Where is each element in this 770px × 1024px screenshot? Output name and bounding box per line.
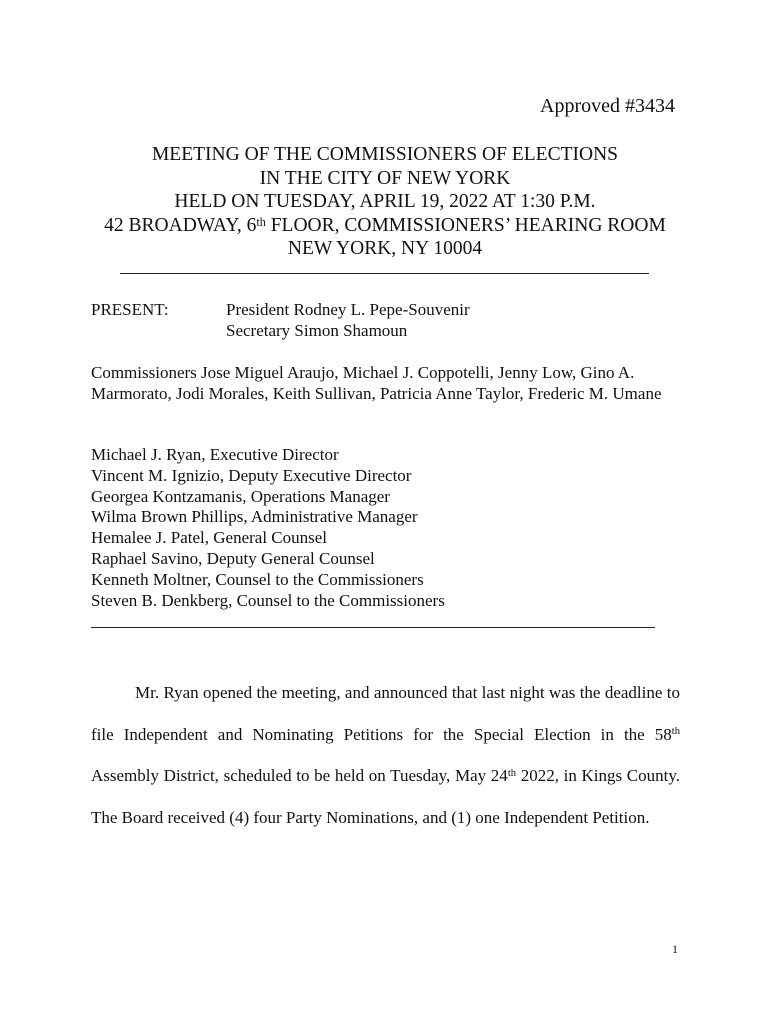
present-officers bbox=[226, 299, 470, 341]
paragraph-text-3: 2022, in Kings County. The Board received (4) four Party Nominations, and (1) one Independent Petition. bbox=[91, 766, 681, 827]
header-line-1: MEETING OF THE COMMISSIONERS OF ELECTIONS bbox=[151, 144, 619, 165]
staff-member: Steven B. Denkberg, Counsel to the Commissioners bbox=[91, 590, 445, 610]
header-line-2: IN THE CITY OF NEW YORK bbox=[259, 167, 511, 189]
staff-member: Vincent M. Ignizio, Deputy Executive Director bbox=[91, 465, 412, 485]
ordinal-suffix: th bbox=[671, 726, 680, 738]
page-number: 1 bbox=[672, 942, 678, 956]
approval-number: Approved #3434 bbox=[540, 95, 675, 117]
present-officer: President Rodney L. Pepe-Souvenir bbox=[226, 300, 470, 319]
header-line-5: NEW YORK, NY 10004 bbox=[287, 238, 483, 259]
commissioners-list: Commissioners Jose Miguel Araujo, Michael J. Coppotelli, Jenny Low, Gino A. Marmorato, Jodi Morales, Keith Sullivan, Patricia Anne Taylor, Frederic M. Umane bbox=[91, 363, 662, 403]
header-line-4-end: FLOOR, COMMISSIONERS’ HEARING ROOM bbox=[265, 214, 666, 236]
staff-member: Michael J. Ryan, Executive Director bbox=[91, 445, 339, 464]
staff-member: Wilma Brown Phillips, Administrative Manager bbox=[91, 507, 418, 527]
paragraph-text-2: Assembly District, scheduled to be held on Tuesday, May 24 bbox=[91, 766, 508, 785]
meeting-header bbox=[60, 143, 710, 261]
header-line-4-ordinal: th bbox=[256, 215, 266, 230]
header-divider bbox=[120, 273, 649, 274]
paragraph-text-1: Mr. Ryan opened the meeting, and announced that last night was the deadline to file Independent and Nominating Petitions for the Special Election in the 58 bbox=[91, 683, 680, 744]
header-line-3: HELD ON TUESDAY, APRIL 19, 2022 AT 1:30 P.M. bbox=[174, 191, 596, 212]
staff-member: Hemalee J. Patel, General Counsel bbox=[91, 528, 328, 548]
opening-paragraph bbox=[91, 672, 680, 838]
header-line-4-start: 42 BROADWAY, 6 bbox=[104, 214, 257, 236]
attendees-divider bbox=[91, 627, 655, 628]
staff-member: Georgea Kontzamanis, Operations Manager bbox=[91, 486, 390, 506]
header-line-4 bbox=[60, 214, 710, 238]
staff-member: Raphael Savino, Deputy General Counsel bbox=[91, 548, 375, 568]
present-officer: Secretary Simon Shamoun bbox=[226, 321, 408, 340]
staff-member: Kenneth Moltner, Counsel to the Commissioners bbox=[91, 569, 424, 589]
ordinal-suffix: th bbox=[507, 767, 517, 779]
staff-list bbox=[91, 445, 445, 611]
present-label: PRESENT: bbox=[91, 300, 169, 319]
